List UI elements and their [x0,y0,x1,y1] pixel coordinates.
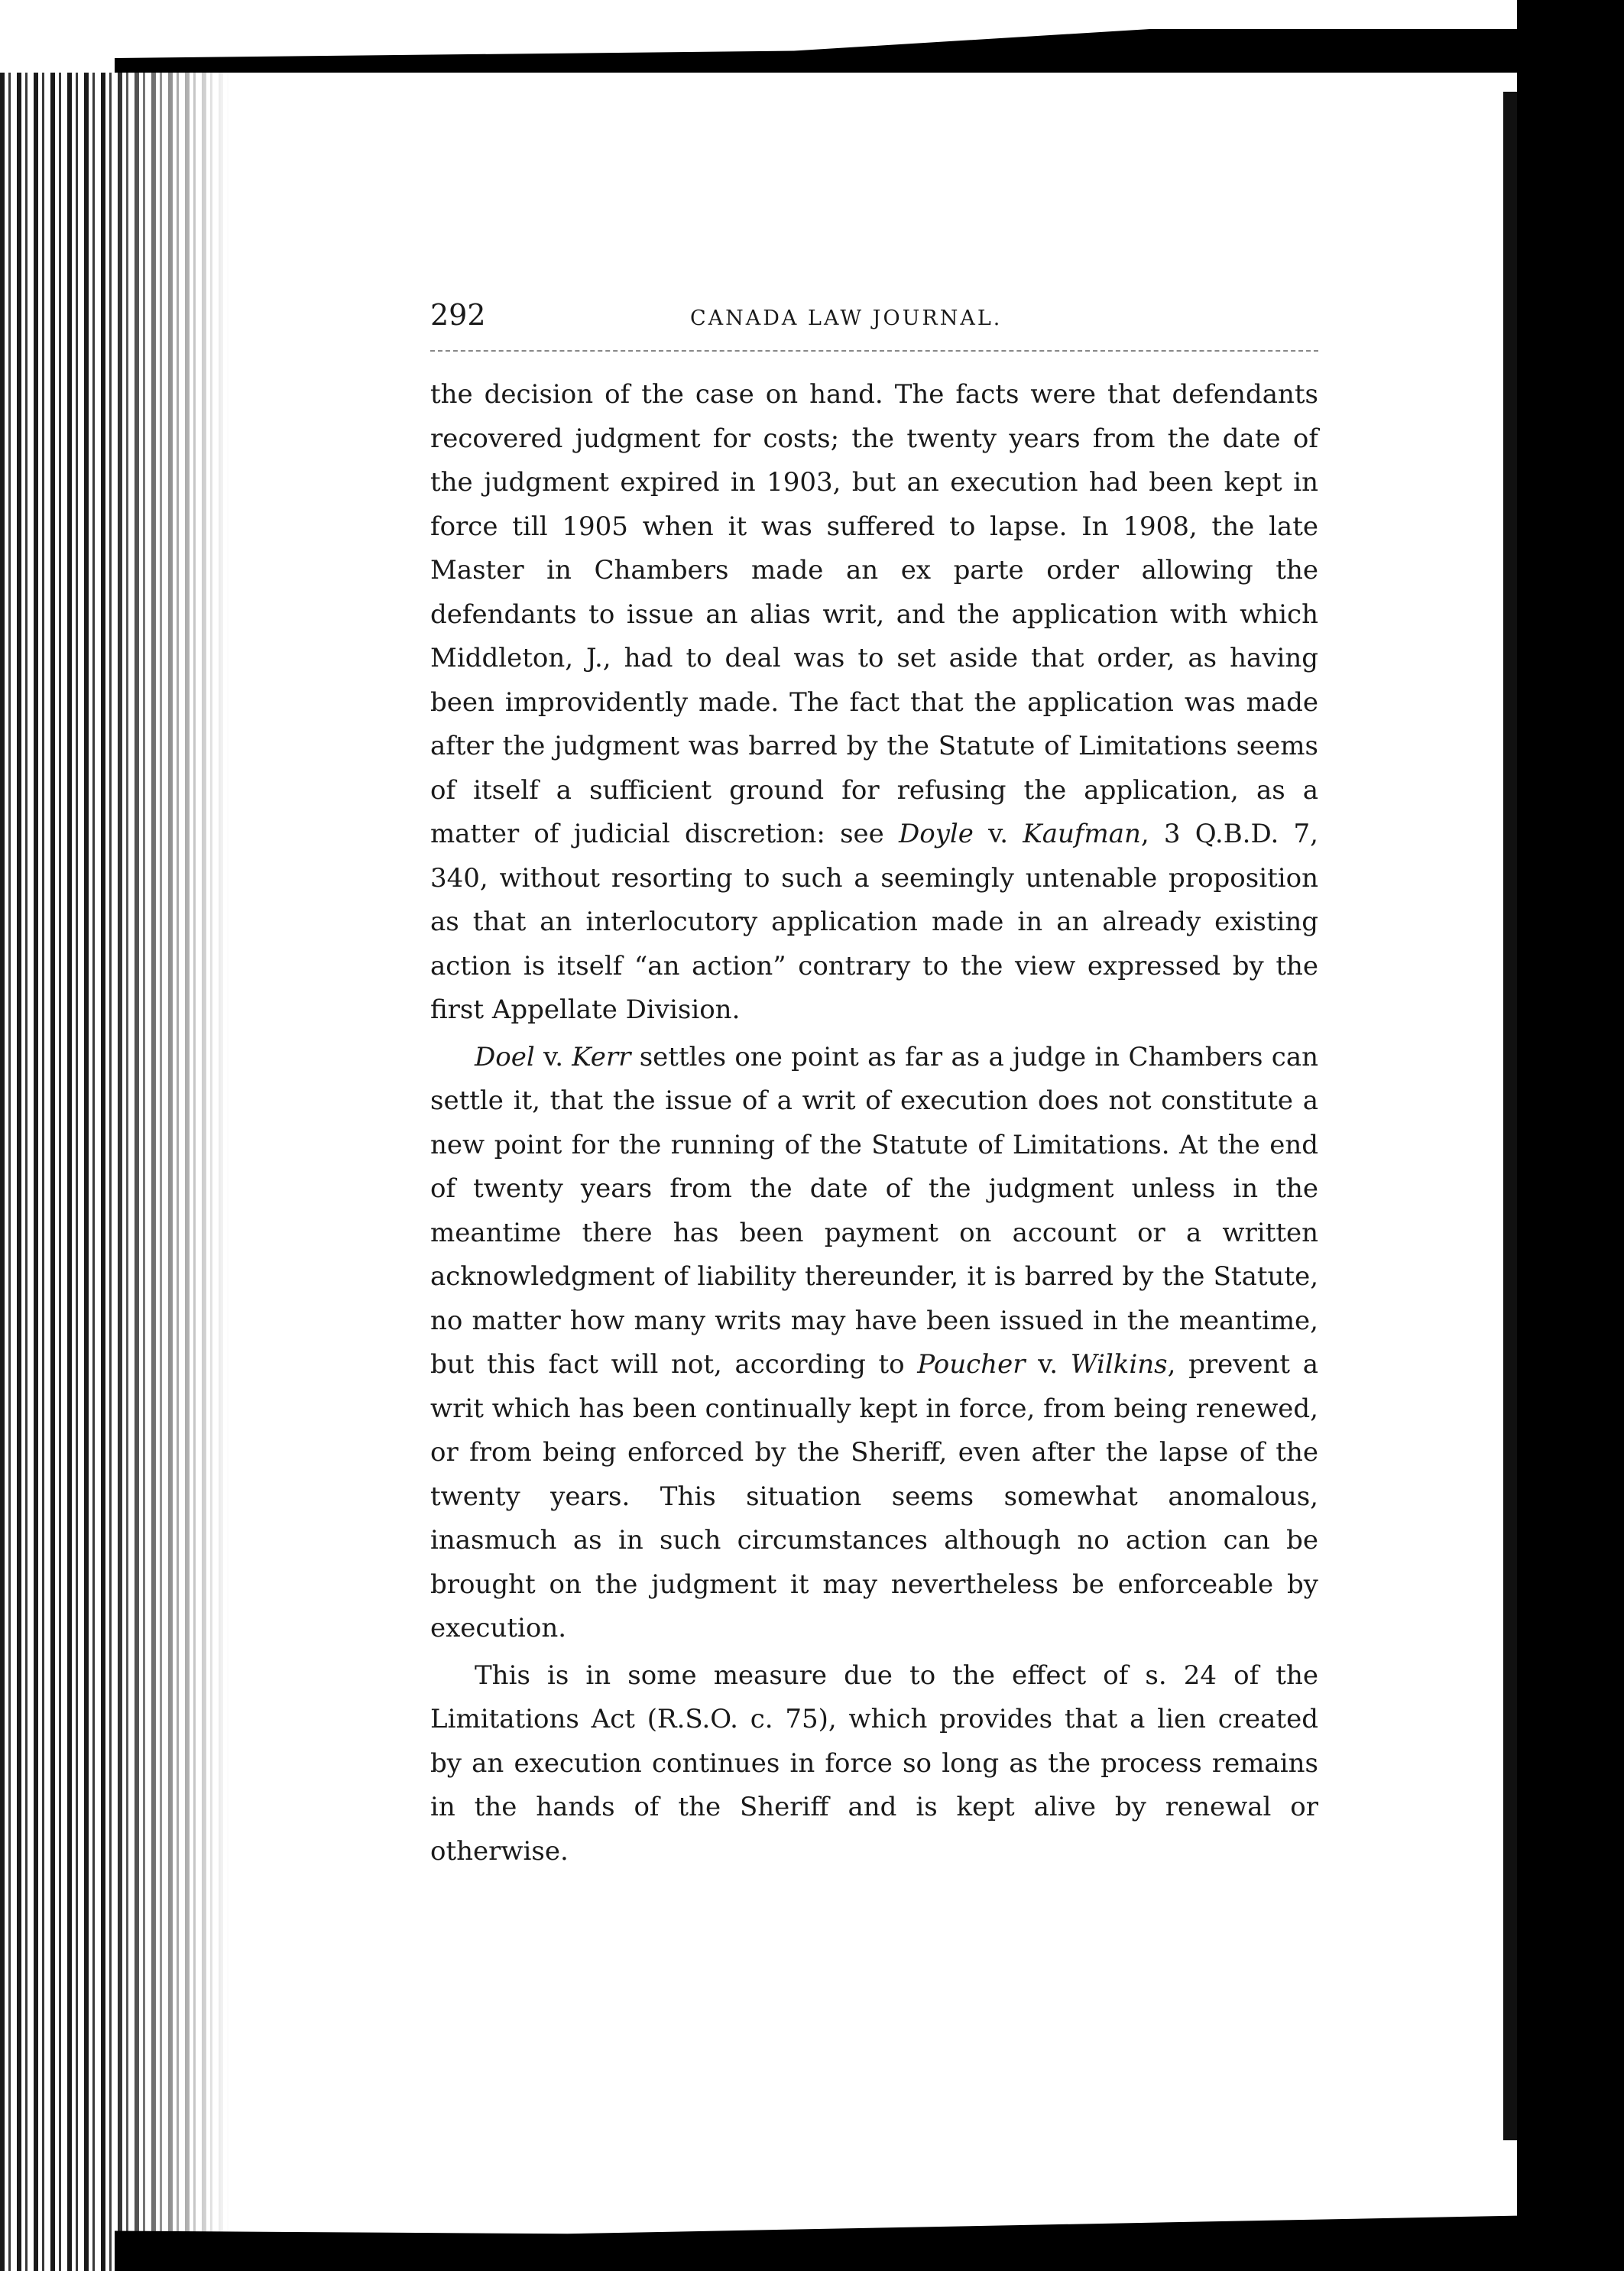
text-run: the decision of the case on hand. The facts were that defendants recovered judgment for costs; the twenty years from the date of the judgment expired in 1903, but an execution had been kept in force till 1905 when it was suffered to lapse. In 1908, the late Master in Chambers made an ex parte order allowing the defendants to issue an alias writ, and the application with which Middleton, J., had to deal was to set aside that order, as having been improvidently made. The fact that the application was made after the judgment was barred by the Statute of Limitations seems of itself a sufficient ground for refusing the application, as a matter of judicial discretion: see [430,379,1318,849]
case-name: Doel [475,1041,535,1072]
text-run: v. [534,1041,572,1072]
text-run: , prevent a writ which has been continually kept in force, from being renewed, or from being enforced by the Sheriff, even after the lapse of the twenty years. This situation seems somewhat anomalous, inasmuch as in such circumstances although no action can be brought on the judgment it may nevertheless be enforceable by execution. [430,1349,1318,1643]
scan-edge-left-fade [107,73,229,2271]
case-name: Doyle [898,819,974,849]
body-text [430,373,1318,1874]
scan-edge-bottom [115,2214,1624,2271]
paragraph [430,1654,1318,1874]
scan-edge-right-inner [1503,92,1517,2140]
text-run: This is in some measure due to the effect of s. 24 of the Limitations Act (R.S.O. c. 75), which provides that a lien created by an execution continues in force so long as the process remains in the hands of the Sheriff and is kept alive by renewal or otherwise. [430,1659,1318,1867]
case-name: Wilkins [1070,1349,1168,1380]
page-header [430,298,1318,352]
case-name: Poucher [917,1349,1026,1380]
scan-edge-right [1517,0,1624,2271]
scan-edge-top [115,0,1624,73]
paragraph [430,1036,1318,1651]
page-number: 292 [430,298,486,332]
running-title: CANADA LAW JOURNAL. [690,307,1003,330]
text-run: settles one point as far as a judge in Chambers can settle it, that the issue of a writ of execution does not constitute a new point for the running of the Statute of Limitations. At the end of twenty years from the date of the judgment unless in the meantime there has been payment on account or a written acknowledgment of liability thereunder, it is barred by the Statute, no matter how many writs may have been issued in the meantime, but this fact will not, according to [430,1041,1318,1380]
case-name: Kaufman [1023,819,1141,849]
book-page [430,298,1318,1874]
paragraph [430,373,1318,1033]
text-run: v. [973,819,1023,849]
case-name: Kerr [572,1041,631,1072]
text-run: v. [1025,1349,1071,1380]
text-run: , 3 Q.B.D. 7, 340, without resorting to such a seemingly untenable proposition as that an interlocutory application made in an already existing action is itself “an action” contrary to the view expressed by the first Appellate Division. [430,819,1318,1025]
